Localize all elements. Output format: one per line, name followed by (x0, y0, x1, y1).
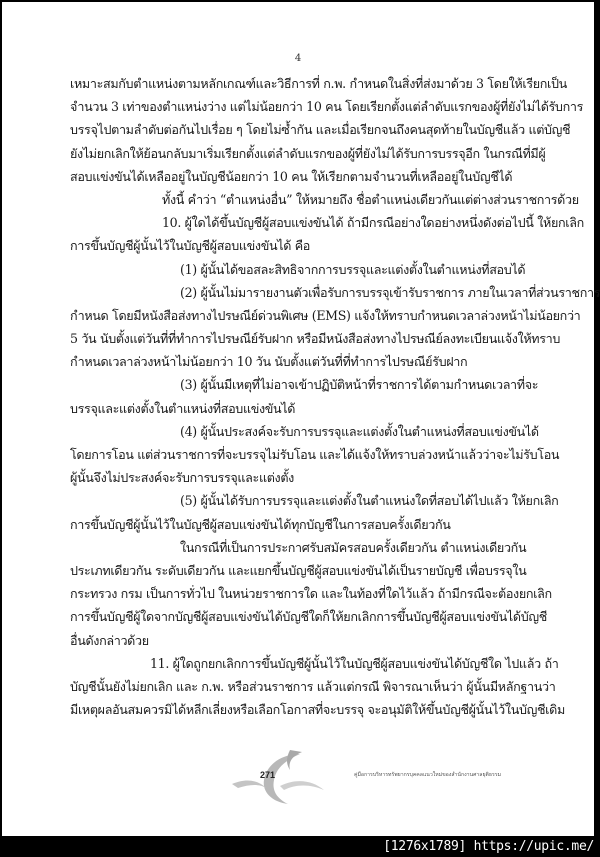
text-line: ผู้นั้นจึงไม่ประสงค์จะรับการบรรจุและแต่งตั้ง (70, 470, 294, 486)
text-line: สอบแข่งขันได้เหลืออยู่ในบัญชีน้อยกว่า 10 คน ให้เรียกตามจำนวนที่เหลืออยู่ในบัญชีได้ (70, 168, 513, 184)
text-line: จำนวน 3 เท่าของตำแหน่งว่าง แต่ไม่น้อยกว่า 10 คน โดยเรียกตั้งแต่ลำดับแรกของผู้ที่ยังไม่ได้รับการ (70, 99, 583, 115)
item-1: (1) ผู้นั้นได้ขอสละสิทธิจากการบรรจุและแต่งตั้งในตำแหน่งที่สอบได้ (180, 261, 526, 277)
text-line: การขึ้นบัญชีผู้นั้นไว้ในบัญชีผู้สอบแข่งขันได้ คือ (70, 238, 311, 254)
text-line: บรรจุไปตามลำดับต่อกันไปเรื่อย ๆ โดยไม่ซ้ำกัน และเมื่อเรียกจนถึงคนสุดท้ายในบัญชีแล้ว แต่บัญชี (70, 122, 571, 138)
text-line: การขึ้นบัญชีผู้ใดจากบัญชีผู้สอบแข่งขันได้บัญชีใดก็ให้ยกเลิกการขึ้นบัญชีผู้สอบแข่งขันได้บัญชี (70, 609, 547, 625)
text-line: กำหนดเวลาล่วงหน้าไม่น้อยกว่า 10 วัน นับตั้งแต่วันที่ที่ทำการไปรษณีย์รับฝาก (70, 354, 468, 370)
text-line: บรรจุและแต่งตั้งในตำแหน่งที่สอบแข่งขันได้ (70, 400, 296, 416)
footer-page-number: 271 (260, 770, 276, 780)
image-size-watermark: [1276x1789] https://upic.me/ (383, 839, 594, 854)
body-text (70, 72, 600, 721)
text-line: มีเหตุผลอันสมควรมิได้หลีกเลี่ยงหรือเลือกโอกาสที่จะบรรจุ จะอนุมัติให้ขึ้นบัญชีผู้นั้นไว้ในบัญชีเดิม (70, 702, 565, 718)
text-line: โดยการโอน แต่ส่วนราชการที่จะบรรจุไม่รับโอน และได้แจ้งให้ทราบล่วงหน้าแล้วว่าจะไม่รับโอน (70, 447, 560, 462)
text-line: กระทรวง กรม เป็นการทั่วไป ในหน่วยราชการใด และในท้องที่ใดไว้แล้ว ถ้ามีกรณีจะต้องยกเลิก (70, 586, 552, 602)
document-page (2, 2, 600, 836)
text-line: ในกรณีที่เป็นการประกาศรับสมัครสอบครั้งเดียวกัน ตำแหน่งเดียวกัน (180, 539, 527, 555)
text-line: อื่นดังกล่าวด้วย (70, 632, 149, 648)
clause-11-heading: 11. ผู้ใดถูกยกเลิกการขึ้นบัญชีผู้นั้นไว้ในบัญชีผู้สอบแข่งขันได้บัญชีใด ไปแล้ว ถ้า (150, 655, 559, 671)
text-line: ยังไม่ยกเลิกให้ย้อนกลับมาเริ่มเรียกตั้งแต่ลำดับแรกของผู้ที่ยังไม่ได้รับการบรรจุอีก ในกรณีที่มีผู้ (70, 145, 546, 161)
item-2: (2) ผู้นั้นไม่มารายงานตัวเพื่อรับการบรรจุเข้ารับราชการ ภายในเวลาที่ส่วนราชการ (180, 284, 600, 300)
clause-10-heading: 10. ผู้ใดได้ขึ้นบัญชีผู้สอบแข่งขันได้ ถ้ามีกรณีอย่างใดอย่างหนึ่งดังต่อไปนี้ ให้ยกเลิก (162, 215, 584, 231)
text-line: เหมาะสมกับตำแหน่งตามหลักเกณฑ์และวิธีการที่ ก.พ. กำหนดในสิ่งที่ส่งมาด้วย 3 โดยให้เรียกเป็น (70, 76, 567, 91)
text-line: กำหนด โดยมีหนังสือส่งทางไปรษณีย์ด่วนพิเศษ (EMS) แจ้งให้ทราบกำหนดเวลาล่วงหน้าไม่น้อยกว่า (70, 307, 581, 323)
page-footer (2, 750, 594, 810)
text-line: ประเภทเดียวกัน ระดับเดียวกัน และแยกขึ้นบัญชีผู้สอบแข่งขันได้เป็นรายบัญชี เพื่อบรรจุใน (70, 562, 527, 578)
text-line: การขึ้นบัญชีผู้นั้นไว้ในบัญชีผู้สอบแข่งขันได้ทุกบัญชีในการสอบครั้งเดียวกัน (70, 516, 451, 532)
page-number: 4 (294, 53, 302, 64)
swirl-logo-icon (230, 750, 326, 806)
text-line: บัญชีนั้นยังไม่ยกเลิก และ ก.พ. หรือส่วนราชการ แล้วแต่กรณี พิจารณาเห็นว่า ผู้นั้นมีหลักฐานว่า (70, 678, 556, 694)
footer-title: คู่มือการบริหารทรัพยากรบุคคลแนวใหม่ของสำนักงานศาลยุติธรรม (354, 772, 502, 778)
item-4: (4) ผู้นั้นประสงค์จะรับการบรรจุและแต่งตั้งในตำแหน่งที่สอบแข่งขันได้ (180, 423, 539, 439)
item-3: (3) ผู้นั้นมีเหตุที่ไม่อาจเข้าปฏิบัติหน้าที่ราชการได้ตามกำหนดเวลาที่จะ (180, 377, 539, 393)
item-5: (5) ผู้นั้นได้รับการบรรจุและแต่งตั้งในตำแหน่งใดที่สอบได้ไปแล้ว ให้ยกเลิก (180, 493, 559, 509)
text-line: ทั้งนี้ คำว่า “ตำแหน่งอื่น” ให้หมายถึง ชื่อตำแหน่งเดียวกันแต่ต่างส่วนราชการด้วย (162, 191, 579, 207)
text-line: 5 วัน นับตั้งแต่วันที่ที่ทำการไปรษณีย์รับฝาก หรือมีหนังสือส่งทางไปรษณีย์ลงทะเบียนแจ้งให้ทราบ (70, 331, 561, 347)
